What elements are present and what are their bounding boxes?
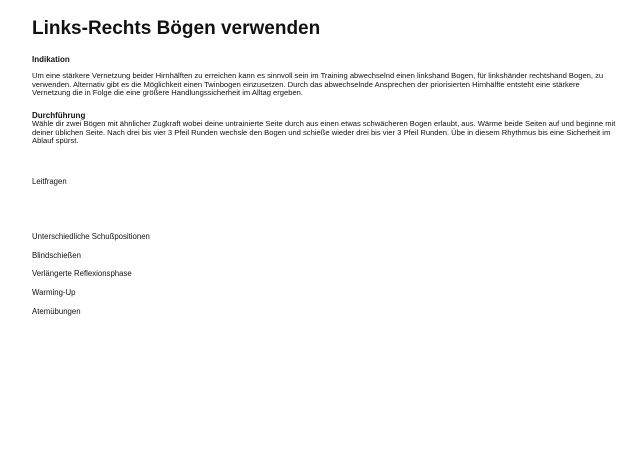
page-title: Links-Rechts Bögen verwenden [32,18,321,39]
section-heading-durchfuehrung: Durchführung [32,111,86,120]
related-topic-item[interactable]: Warming-Up [32,288,76,297]
section-text-indikation: Um eine stärkere Vernetzung beider Hirnhälften zu erreichen kann es sinnvoll sein im Training abwechselnd einen linkshand Bogen, für linkshänder rechtshand Bogen, zu verwenden. Alternativ gibt es die Möglichkeit einen Twinbogen einzusetzen. Durch das abwechselnde Ansprechen der priorisierten Hirnhälfte entsteht eine stärkere Vernetzung die in Folge die eine größere Handlungssicherheit im Alltag ergeben. [32,71,604,98]
section-text-durchfuehrung: Wähle dir zwei Bögen mit ähnlicher Zugkraft wobei deine untrainierte Seite durch aus einen etwas schwächeren Bogen erlaubt, aus. Wärme beide Seiten auf und beginne mit deiner üblichen Seite. Nach drei bis vier 3 Pfeil Runden wechsle den Bogen und schieße wieder drei bis vier 3 Pfeil Runden. Übe in diesem Rhythmus bis eine Sicherheit im Ablauf spürst. [32,119,616,146]
related-topic-item[interactable]: Blindschießen [32,251,81,260]
leitfragen-label: Leitfragen [32,177,67,186]
related-topic-item[interactable]: Atemübungen [32,307,81,316]
section-heading-indikation: Indikation [32,55,70,64]
related-topic-item[interactable]: Verlängerte Reflexionsphase [32,269,132,278]
related-topic-item[interactable]: Unterschiedliche Schußpositionen [32,232,150,241]
